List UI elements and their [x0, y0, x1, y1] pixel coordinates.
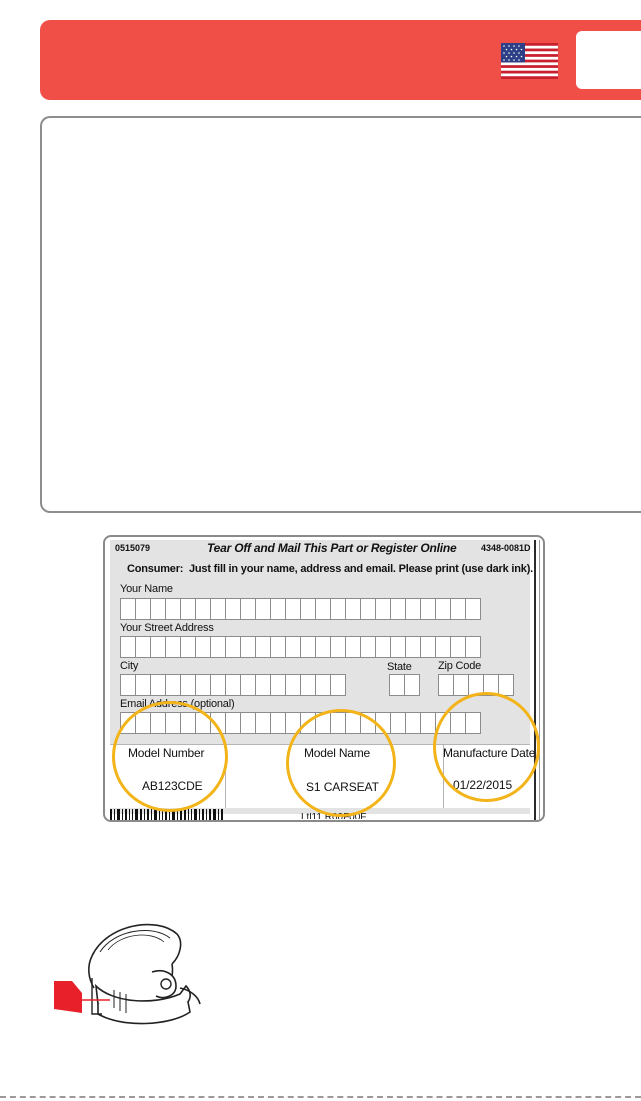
consumer-label: Consumer:: [127, 563, 184, 575]
model-number-highlight: [112, 701, 228, 812]
card-edge-line: [539, 540, 540, 820]
language-tab[interactable]: [576, 31, 641, 89]
card-right-code: 4348-0081D: [481, 543, 531, 553]
page-cut-line: [0, 1096, 641, 1098]
your-name-boxes: [120, 598, 480, 620]
city-label: City: [120, 660, 139, 672]
red-label-marker-icon: [54, 981, 114, 1013]
model-number-value: AB123CDE: [142, 779, 203, 793]
consumer-instructions: Just fill in your name, address and email. Please print (use dark ink).: [189, 563, 534, 575]
card-footer-code: Ltl11 R00F00F: [301, 813, 367, 819]
street-address-label: Your Street Address: [120, 622, 214, 634]
city-boxes: [120, 674, 345, 696]
card-left-code: 0515079: [115, 543, 151, 553]
zip-code-label: Zip Code: [438, 660, 482, 672]
state-boxes: [389, 674, 419, 696]
state-label: State: [387, 661, 412, 673]
manufacture-date-highlight: [433, 692, 540, 802]
card-headline: Tear Off and Mail This Part or Register Online: [207, 541, 457, 555]
content-panel: [40, 116, 641, 513]
email-label: Email Address (optional): [120, 698, 235, 710]
model-name-value: S1 CARSEAT: [306, 780, 379, 794]
card-edge: [534, 540, 536, 820]
manufacture-date-label: Manufacture Date: [443, 746, 536, 760]
infant-car-seat-icon: [52, 916, 202, 1036]
us-flag-icon: [501, 43, 558, 79]
your-name-label: Your Name: [120, 583, 173, 595]
model-name-label: Model Name: [304, 746, 371, 760]
street-address-boxes: [120, 636, 480, 658]
model-name-highlight: [286, 709, 396, 817]
manufacture-date-value: 01/22/2015: [453, 778, 513, 792]
model-number-label: Model Number: [128, 746, 205, 760]
